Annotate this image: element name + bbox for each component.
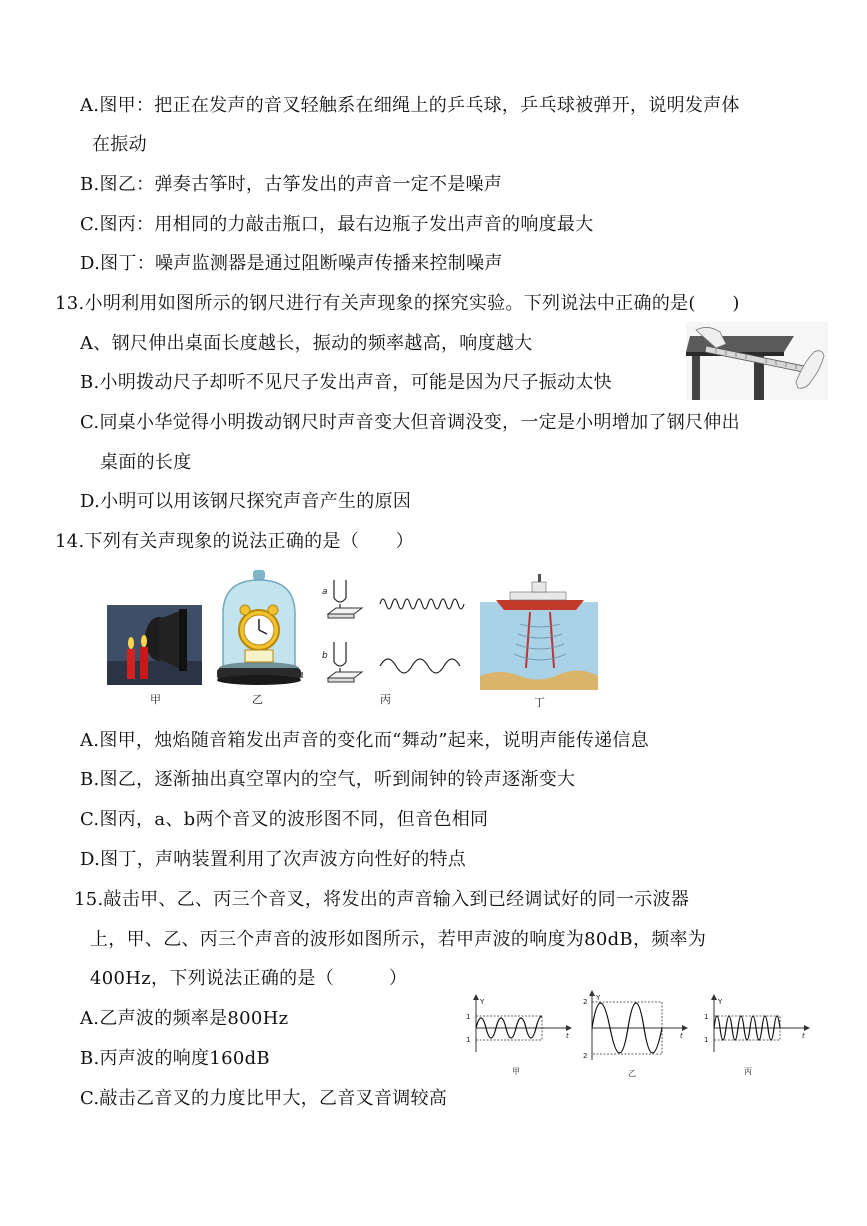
waveform-jia-tick-top: 1 xyxy=(466,1013,471,1021)
waveform-yi-tick-top: 2 xyxy=(583,998,588,1006)
q14-option-c: C.图丙，a、b两个音叉的波形图不同，但音色相同 xyxy=(80,809,489,830)
q14-option-d: D.图丁，声呐装置利用了次声波方向性好的特点 xyxy=(80,849,467,870)
q13-option-b: B.小明拨动尺子却听不见尺子发出声音，可能是因为尺子振动太快 xyxy=(80,372,612,393)
q15-stem-line2: 上，甲、乙、丙三个声音的波形如图所示，若甲声波的响度为80dB，频率为 xyxy=(90,929,707,950)
tuning-fork-waveforms-image xyxy=(318,570,468,690)
waveform-bing-y-label: Y xyxy=(718,998,723,1006)
fig14-caption-yi: 乙 xyxy=(252,693,263,706)
waveform-jia-x-label: t xyxy=(566,1032,569,1040)
q15-stem-line1: 15.敲击甲、乙、丙三个音叉，将发出的声音输入到已经调试好的同一示波器 xyxy=(74,889,690,910)
q12-option-a-line1: A.图甲：把正在发声的音叉轻触系在细绳上的乒乓球，乒乓球被弹开，说明发声体 xyxy=(80,95,740,116)
fig14-caption-bing: 丙 xyxy=(380,693,391,706)
sonar-ship-image xyxy=(480,572,598,690)
fork-label-b: b xyxy=(322,651,328,661)
q14-stem: 14.下列有关声现象的说法正确的是（ ） xyxy=(55,531,414,552)
q14-option-b: B.图乙，逐渐抽出真空罩内的空气，听到闹钟的铃声逐渐变大 xyxy=(80,769,576,790)
q15-option-b: B.丙声波的响度160dB xyxy=(80,1048,270,1069)
waveform-jia-caption: 甲 xyxy=(512,1067,520,1076)
q13-option-a: A、钢尺伸出桌面长度越长，振动的频率越高，响度越大 xyxy=(80,333,533,354)
ruler-on-table-image xyxy=(686,322,828,400)
q13-option-d: D.小明可以用该钢尺探究声音产生的原因 xyxy=(80,491,412,512)
q13-stem: 13.小明利用如图所示的钢尺进行有关声现象的探究实验。下列说法中正确的是( ) xyxy=(55,293,740,314)
q15-stem-line3: 400Hz，下列说法正确的是（ ） xyxy=(90,968,408,989)
q13-option-c-line1: C.同桌小华觉得小明拨动钢尺时声音变大但音调没变，一定是小明增加了钢尺伸出 xyxy=(80,412,740,433)
waveform-yi-x-label: t xyxy=(680,1032,683,1040)
waveform-bing-image xyxy=(700,994,812,1078)
q15-option-a: A.乙声波的频率是800Hz xyxy=(80,1008,289,1029)
waveform-yi-y-label: Y xyxy=(596,994,601,1002)
waveform-bing-tick-top: 1 xyxy=(704,1013,709,1021)
q14-option-a: A.图甲，烛焰随音箱发出声音的变化而“舞动”起来，说明声能传递信息 xyxy=(80,730,650,751)
waveform-yi-image xyxy=(580,990,692,1082)
candle-speaker-image xyxy=(107,605,202,685)
q13-option-c-line2: 桌面的长度 xyxy=(100,452,192,473)
waveform-bing-x-label: t xyxy=(802,1032,805,1040)
waveform-yi-caption: 乙 xyxy=(628,1069,636,1078)
waveform-yi-tick-bottom: 2 xyxy=(583,1052,588,1060)
fig14-caption-ding: 丁 xyxy=(534,696,545,709)
waveform-bing-tick-bottom: 1 xyxy=(704,1036,709,1044)
q12-option-d: D.图丁：噪声监测器是通过阻断噪声传播来控制噪声 xyxy=(80,253,503,274)
q15-option-c: C.敲击乙音叉的力度比甲大，乙音叉音调较高 xyxy=(80,1088,448,1109)
waveform-jia-y-label: Y xyxy=(480,998,485,1006)
q12-option-c: C.图丙：用相同的力敲击瓶口，最右边瓶子发出声音的响度最大 xyxy=(80,214,594,235)
q12-option-a-line2: 在振动 xyxy=(92,134,147,155)
waveform-jia-tick-bottom: 1 xyxy=(466,1036,471,1044)
fig14-caption-jia: 甲 xyxy=(150,693,161,706)
fork-label-a: a xyxy=(322,587,328,597)
waveform-bing-caption: 丙 xyxy=(744,1067,752,1076)
q12-option-b: B.图乙：弹奏古筝时，古筝发出的声音一定不是噪声 xyxy=(80,174,503,195)
waveform-jia-image xyxy=(462,994,574,1078)
bell-jar-clock-image xyxy=(215,568,303,692)
